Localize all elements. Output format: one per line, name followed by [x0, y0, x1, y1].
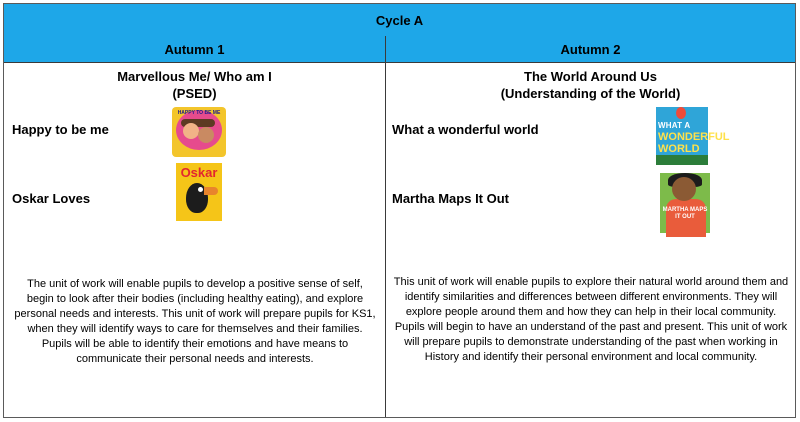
- book-cover-what-a-wonderful-world: [656, 107, 730, 165]
- cover-ground: [656, 155, 708, 165]
- unit-description: The unit of work will enable pupils to develop a positive sense of self, begin to look after their bodies (including healthy eating), and explore personal needs and interests. This unit of work will prepare pupils for KS1, when they will identify ways to care for themselves and their families. Pupils will be able to identify their emotions and have means to communicate their personal needs and interests.: [14, 278, 376, 365]
- cover-face: [183, 123, 199, 139]
- book-title: What a wonderful world: [392, 122, 539, 137]
- cover-text: Oskar: [180, 165, 218, 180]
- cover-text: HAPPY TO BE ME: [177, 110, 221, 116]
- balloon-icon: [676, 107, 686, 119]
- topic-heading: [386, 68, 795, 102]
- cover-text: WHAT A: [658, 121, 691, 130]
- term-header-row: [4, 36, 795, 63]
- cover-text: MARTHA MAPS IT OUT: [662, 207, 708, 220]
- term-header-autumn-2: [386, 36, 795, 62]
- book-title: Happy to be me: [12, 122, 109, 137]
- book-cover-oskar-loves: [176, 163, 222, 221]
- topic-heading: [4, 68, 385, 102]
- topic-title: Marvellous Me/ Who am I: [117, 69, 272, 84]
- topic-subject: (Understanding of the World): [500, 86, 681, 101]
- autumn-2-column: [386, 63, 795, 417]
- term-label: Autumn 1: [164, 41, 225, 57]
- book-cover-happy-to-be-me: [172, 107, 226, 157]
- autumn-1-column: [4, 63, 386, 417]
- cover-text-line: WONDERFUL: [658, 131, 730, 143]
- book-title: Martha Maps It Out: [392, 191, 510, 206]
- term-header-autumn-1: [4, 36, 386, 62]
- unit-description: This unit of work will enable pupils to explore their natural world around them and identify similarities and differences between different environments. They will explore people around them and how they can help in their local community. Pupils will begin to have an understand of the past and present. This unit of work will prepare pupils to demonstrate understanding of the past when working in History and identify their personal environment and local community.: [393, 276, 789, 363]
- cycle-header: [4, 4, 795, 37]
- cover-face: [672, 177, 696, 201]
- term-label: Autumn 2: [560, 41, 621, 57]
- topic-title: The World Around Us: [524, 69, 657, 84]
- topic-subject: (PSED): [172, 86, 217, 101]
- book-title: Oskar Loves: [12, 191, 91, 206]
- cover-face: [198, 127, 214, 143]
- cover-text: [658, 131, 730, 155]
- cover-beak: [204, 187, 218, 195]
- cycle-title: Cycle A: [375, 12, 424, 28]
- term-content-row: [4, 63, 795, 417]
- cover-text-line: WORLD: [658, 143, 700, 155]
- book-cover-martha-maps-it-out: [660, 173, 710, 233]
- curriculum-table: [3, 3, 796, 418]
- cover-eye: [198, 187, 203, 192]
